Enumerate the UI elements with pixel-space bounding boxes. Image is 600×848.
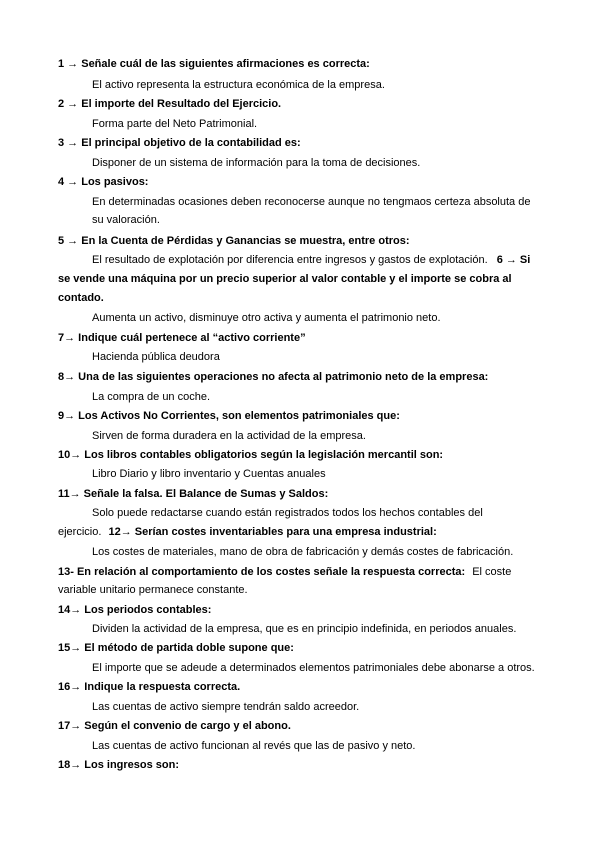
question-13-line [58, 565, 511, 579]
answer-7: Hacienda pública deudora [92, 351, 220, 363]
question-13: 13- En relación al comportamiento de los costes señale la respuesta correcta: [58, 566, 466, 578]
question-8: 8→ Una de las siguientes operaciones no afecta al patrimonio neto de la empresa: [58, 371, 489, 383]
answer-8: La compra de un coche. [92, 391, 211, 403]
question-9: 9→ Los Activos No Corrientes, son elementos patrimoniales que: [58, 410, 400, 422]
answer-13-line-2: variable unitario permanece constante. [58, 584, 248, 596]
question-6-line-3: contado. [58, 292, 104, 304]
question-4: 4 → Los pasivos: [58, 176, 149, 188]
question-6-start: 6 → Si [496, 254, 531, 266]
question-3: 3 → El principal objetivo de la contabilidad es: [58, 137, 301, 149]
answer-11-line-1: Solo puede redactarse cuando están registrados todos los hechos contables del [92, 507, 483, 519]
question-17: 17→ Según el convenio de cargo y el abono. [58, 720, 291, 732]
question-16: 16→ Indique la respuesta correcta. [58, 681, 241, 693]
answer-15: El importe que se adeude a determinados elementos patrimoniales debe abonarse a otros. [92, 662, 535, 674]
answer-10: Libro Diario y libro inventario y Cuentas anuales [92, 468, 326, 480]
question-6-line-2: se vende una máquina por un precio superior al valor contable y el importe se cobra al [58, 273, 512, 285]
answer-1: El activo representa la estructura económica de la empresa. [92, 79, 385, 91]
question-18: 18→ Los ingresos son: [58, 759, 180, 771]
question-12: 12→ Serían costes inventariables para una empresa industrial: [108, 526, 437, 538]
question-10: 10→ Los libros contables obligatorios según la legislación mercantil son: [58, 449, 444, 461]
answer-11-end: ejercicio. [58, 526, 102, 538]
answer-13-line-1: El coste [472, 566, 512, 578]
question-1: 1 → Señale cuál de las siguientes afirmaciones es correcta: [58, 58, 370, 70]
answer-5 [92, 253, 530, 267]
question-5: 5 → En la Cuenta de Pérdidas y Ganancias se muestra, entre otros: [58, 235, 410, 247]
answer-11-line-2 [58, 525, 437, 539]
answer-3: Disponer de un sistema de información para la toma de decisiones. [92, 157, 421, 169]
answer-16: Las cuentas de activo siempre tendrán saldo acreedor. [92, 701, 360, 713]
question-2: 2 → El importe del Resultado del Ejercicio. [58, 98, 282, 110]
answer-6: Aumenta un activo, disminuye otro activa y aumenta el patrimonio neto. [92, 312, 441, 324]
answer-17: Las cuentas de activo funcionan al revés que las de pasivo y neto. [92, 740, 416, 752]
question-11: 11→ Señale la falsa. El Balance de Sumas y Saldos: [58, 488, 329, 500]
question-7: 7→ Indique cuál pertenece al “activo corriente” [58, 332, 306, 344]
answer-9: Sirven de forma duradera en la actividad de la empresa. [92, 430, 366, 442]
question-14: 14→ Los periodos contables: [58, 604, 212, 616]
answer-12: Los costes de materiales, mano de obra de fabricación y demás costes de fabricación. [92, 546, 514, 558]
answer-14: Dividen la actividad de la empresa, que es en principio indefinida, en periodos anuales. [92, 623, 517, 635]
question-15: 15→ El método de partida doble supone que: [58, 642, 294, 654]
answer-4-line-1: En determinadas ocasiones deben reconocerse aunque no tengmaos certeza absoluta de [92, 196, 531, 208]
answer-2: Forma parte del Neto Patrimonial. [92, 118, 258, 130]
answer-5-text: El resultado de explotación por diferencia entre ingresos y gastos de explotación. [92, 254, 488, 266]
answer-4-line-2: su valoración. [92, 214, 160, 226]
